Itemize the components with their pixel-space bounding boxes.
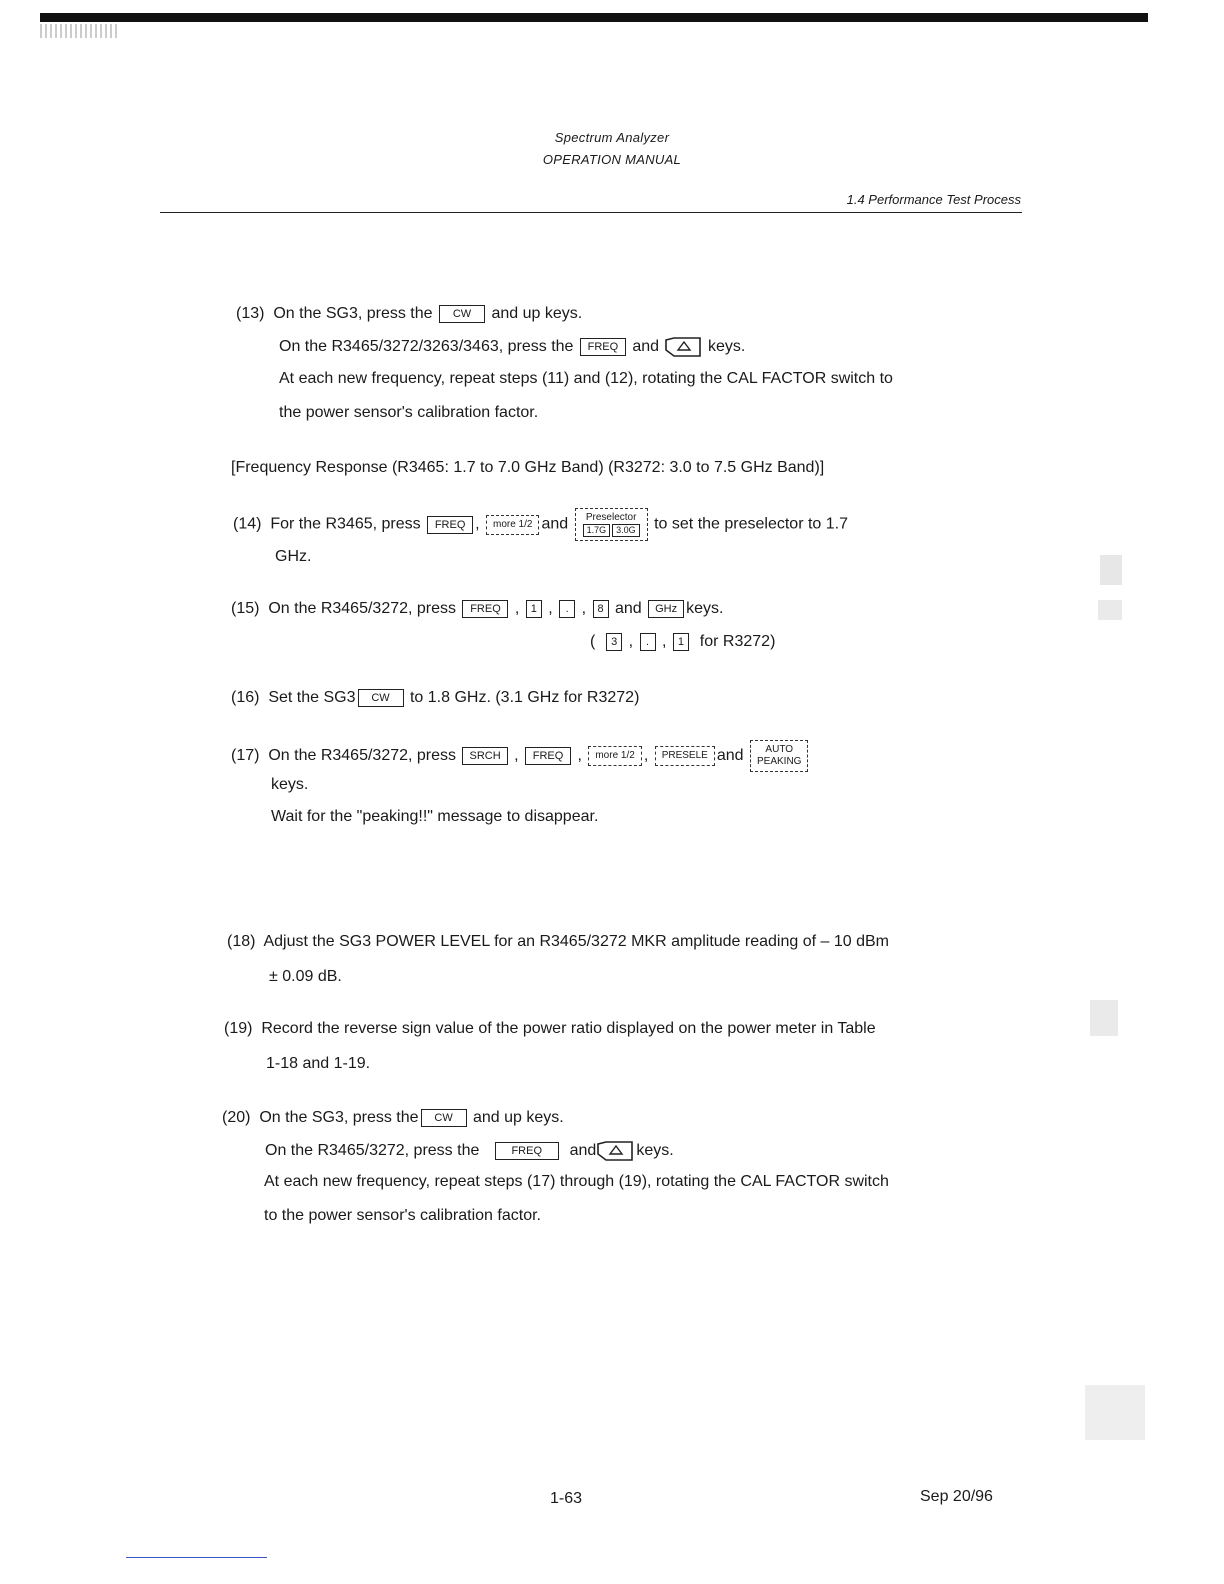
- section-title: 1.4 Performance Test Process: [846, 192, 1021, 207]
- decimal-key: .: [559, 600, 575, 618]
- step-up-arrow-icon: [596, 1140, 636, 1162]
- softkey-presele: PRESELE: [655, 746, 715, 766]
- freq-key: FREQ: [427, 516, 473, 534]
- step-20-line-4: to the power sensor's calibration factor.: [264, 1207, 541, 1224]
- step-14-line-2: GHz.: [275, 548, 312, 565]
- step-15-line-2: ( 3 , . , 1 for R3272): [590, 633, 776, 650]
- step-up-arrow-icon: [664, 336, 704, 358]
- freq-key: FREQ: [580, 338, 626, 356]
- cw-key: CW: [439, 305, 485, 323]
- step-17-line-3: Wait for the "peaking!!" message to disappear.: [271, 808, 599, 825]
- step-17-line-1: (17) On the R3465/3272, press SRCH , FREQ , more 1/2 , PRESELE and AUTO PEAKING: [231, 740, 810, 772]
- step-20-line-1: (20) On the SG3, press the CW and up keys.: [222, 1109, 564, 1126]
- scan-speck: [1090, 1000, 1118, 1036]
- step-17-line-2: keys.: [271, 776, 309, 793]
- softkey-preselector: Preselector 1.7G 3.0G: [575, 508, 648, 541]
- scan-speck: [1100, 555, 1122, 585]
- step-15-line-1: (15) On the R3465/3272, press FREQ , 1 , . , 8 and GHz keys.: [231, 600, 724, 617]
- step-20-line-3: At each new frequency, repeat steps (17) through (19), rotating the CAL FACTOR switch: [264, 1173, 889, 1190]
- cw-key: CW: [358, 689, 404, 707]
- header-rule: [160, 212, 1022, 213]
- srch-key: SRCH: [462, 747, 507, 765]
- digit-1-key: 1: [673, 633, 689, 651]
- step-13-line-1: (13) On the SG3, press the CW and up keys.: [236, 305, 583, 322]
- step-13-line-2: On the R3465/3272/3263/3463, press the FREQ and keys.: [279, 336, 745, 358]
- step-18-line-1: (18) Adjust the SG3 POWER LEVEL for an R3465/3272 MKR amplitude reading of – 10 dBm: [227, 933, 889, 950]
- step-16-line-1: (16) Set the SG3 CW to 1.8 GHz. (3.1 GHz for R3272): [231, 689, 640, 706]
- step-19-line-2: 1-18 and 1-19.: [266, 1055, 371, 1072]
- softkey-auto-peaking: AUTO PEAKING: [750, 740, 808, 772]
- scan-speck: [1085, 1385, 1145, 1440]
- digit-3-key: 3: [606, 633, 622, 651]
- freq-key: FREQ: [462, 600, 508, 618]
- softkey-more: more 1/2: [588, 746, 641, 766]
- step-19-line-1: (19) Record the reverse sign value of the power ratio displayed on the power meter in Table: [224, 1020, 876, 1037]
- cw-key: CW: [421, 1109, 467, 1127]
- doc-title: Spectrum Analyzer: [554, 130, 670, 145]
- step-13-line-4: the power sensor's calibration factor.: [279, 404, 539, 421]
- band-heading: [Frequency Response (R3465: 1.7 to 7.0 GHz Band) (R3272: 3.0 to 7.5 GHz Band)]: [231, 459, 825, 476]
- digit-8-key: 8: [593, 600, 609, 618]
- step-20-line-2: On the R3465/3272, press the FREQ and keys.: [265, 1140, 674, 1162]
- page-number: 1-63: [550, 1490, 583, 1507]
- ghz-key: GHz: [648, 600, 684, 618]
- freq-key: FREQ: [495, 1142, 559, 1160]
- softkey-more: more 1/2: [486, 515, 539, 535]
- top-scan-bar: [40, 13, 1148, 22]
- bottom-rule: [126, 1557, 267, 1558]
- doc-subtitle: OPERATION MANUAL: [542, 152, 682, 167]
- revision-date: Sep 20/96: [920, 1488, 993, 1505]
- scan-noise: [40, 24, 120, 38]
- step-14-line-1: (14) For the R3465, press FREQ , more 1/2 and Preselector 1.7G 3.0G to set the preselector to 1.7: [233, 508, 848, 541]
- step-18-line-2: ± 0.09 dB.: [269, 968, 342, 985]
- freq-key: FREQ: [525, 747, 571, 765]
- scan-speck: [1098, 600, 1122, 620]
- digit-1-key: 1: [526, 600, 542, 618]
- step-13-line-3: At each new frequency, repeat steps (11) and (12), rotating the CAL FACTOR switch to: [279, 370, 893, 387]
- decimal-key: .: [640, 633, 656, 651]
